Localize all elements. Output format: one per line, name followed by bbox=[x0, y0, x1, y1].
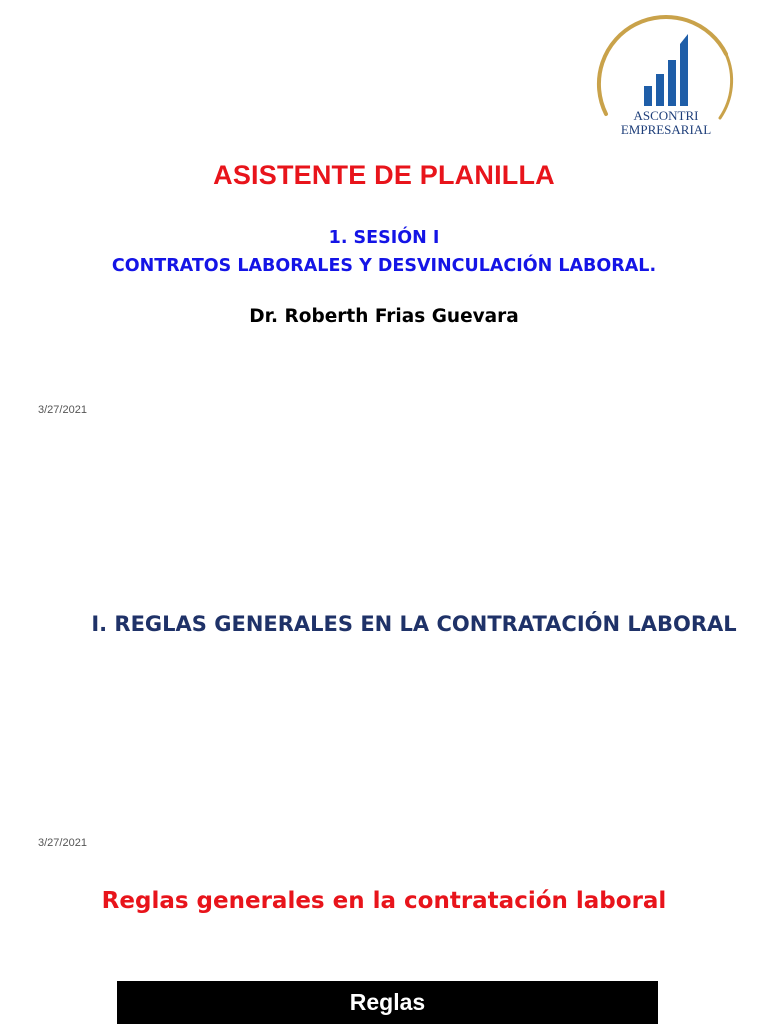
rules-table-header: Reglas bbox=[117, 981, 658, 1024]
slide-date: 3/27/2021 bbox=[38, 404, 87, 416]
session-number: 1. SESIÓN I bbox=[328, 228, 440, 248]
logo-line-1: ASCONTRI bbox=[633, 108, 699, 123]
author-name: Dr. Roberth Frias Guevara bbox=[249, 306, 519, 327]
logo-line-2: EMPRESARIAL bbox=[620, 122, 712, 137]
rising-bars-logo-icon bbox=[594, 14, 738, 140]
company-logo bbox=[594, 14, 738, 140]
presentation-title: ASISTENTE DE PLANILLA bbox=[213, 160, 555, 190]
slide-date: 3/27/2021 bbox=[38, 837, 87, 849]
section-title: I. REGLAS GENERALES EN LA CONTRATACIÓN LABORAL bbox=[91, 612, 737, 636]
rules-heading: Reglas generales en la contratación laboral bbox=[101, 888, 667, 914]
slide-2 bbox=[0, 440, 768, 870]
session-topic: CONTRATOS LABORALES Y DESVINCULACIÓN LABORAL. bbox=[111, 256, 657, 276]
slide-1 bbox=[0, 0, 768, 440]
slide-3 bbox=[0, 870, 768, 1024]
